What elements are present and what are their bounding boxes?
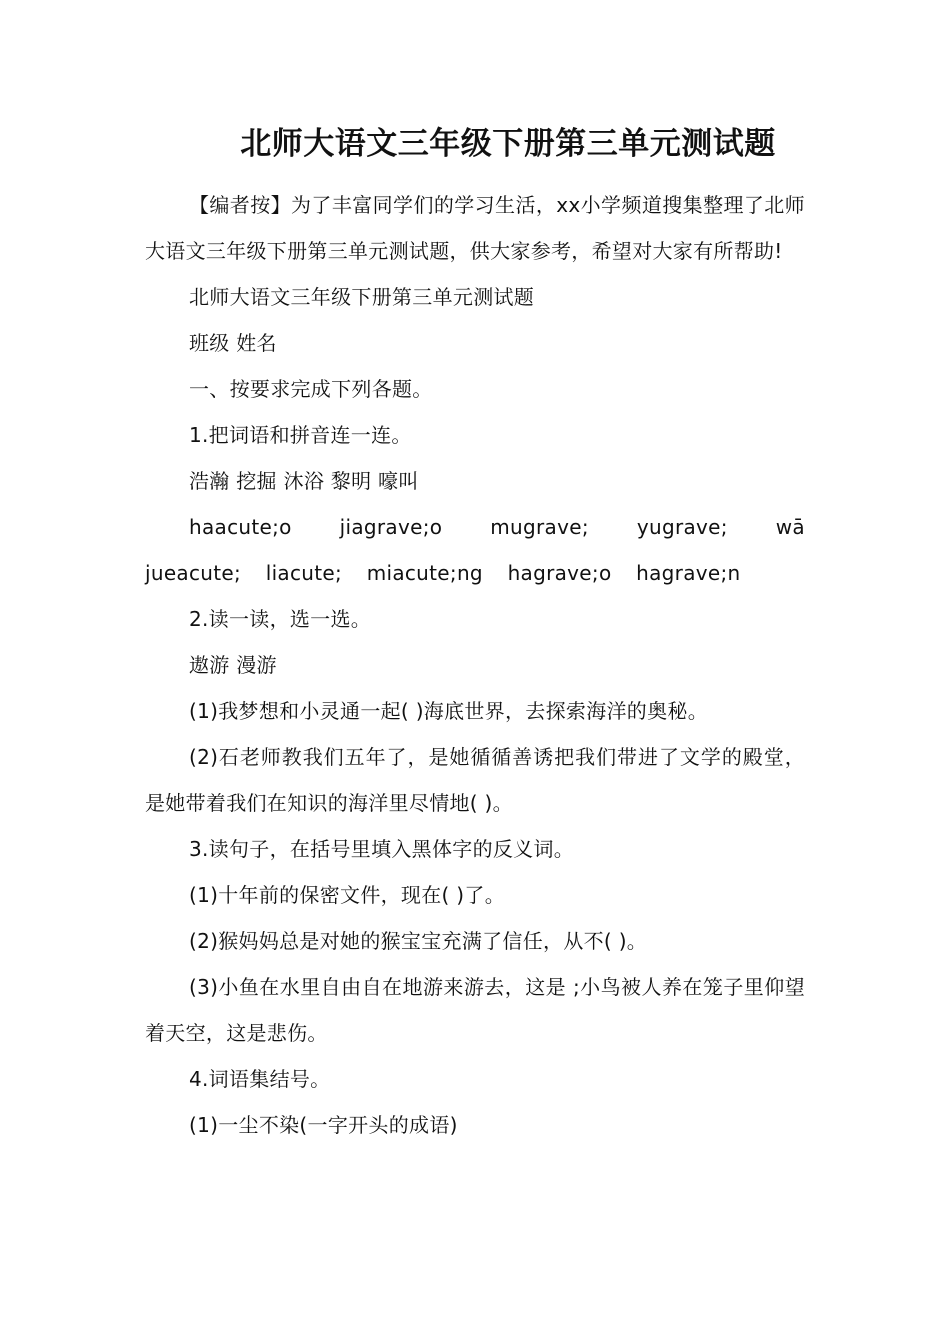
class-name-line: 班级 姓名 <box>189 331 277 355</box>
question-2-item-1: (1)我梦想和小灵通一起( )海底世界，去探索海洋的奥秘。 <box>189 699 708 723</box>
document-title: 北师大语文三年级下册第三单元测试题 <box>240 126 776 162</box>
question-4-item-1: (1)一尘不染(一字开头的成语) <box>189 1113 458 1137</box>
section-heading: 一、按要求完成下列各题。 <box>189 377 433 401</box>
question-3-item-3: (3)小鱼在水里自由自在地游来游去，这是 ;小鸟被人养在笼子里仰望着天空，这是悲伤。 <box>145 975 805 1045</box>
question-2-options: 遨游 漫游 <box>189 653 277 677</box>
question-2: 2.读一读，选一选。 <box>189 607 372 631</box>
test-title-paragraph: 北师大语文三年级下册第三单元测试题 <box>189 285 535 309</box>
question-3-item-1: (1)十年前的保密文件，现在( )了。 <box>189 883 505 907</box>
question-1-pinyin: haacute;o jiagrave;o mugrave; yugrave; wā jueacute; liacute; miacute;ng hagrave;o hagrave;n <box>145 515 805 585</box>
question-1-words: 浩瀚 挖掘 沐浴 黎明 嚎叫 <box>189 469 419 493</box>
editor-note-paragraph: 【编者按】为了丰富同学们的学习生活，xx小学频道搜集整理了北师大语文三年级下册第三单元测试题，供大家参考，希望对大家有所帮助! <box>145 193 805 263</box>
question-1: 1.把词语和拼音连一连。 <box>189 423 412 447</box>
document-body <box>145 182 805 1148</box>
question-3: 3.读句子，在括号里填入黑体字的反义词。 <box>189 837 575 861</box>
question-3-item-2: (2)猴妈妈总是对她的猴宝宝充满了信任，从不( )。 <box>189 929 648 953</box>
question-2-item-2: (2)石老师教我们五年了，是她循循善诱把我们带进了文学的殿堂，是她带着我们在知识的海洋里尽情地( )。 <box>145 745 805 815</box>
question-4: 4.词语集结号。 <box>189 1067 331 1091</box>
